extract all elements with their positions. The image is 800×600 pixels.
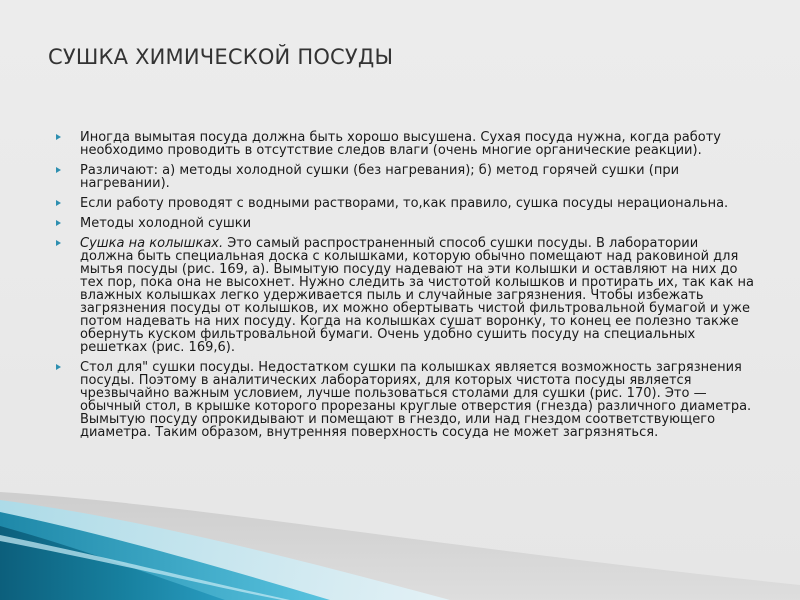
- bullet-text: Это самый распространенный способ сушки посуды. В лаборатории должна быть специальная доска с колышками, которую обычно помещают над раковиной для мытья посуды (рис. 169, а). Вымытую посуду надевают на эти колышки и оставляют на них до тех пор, пока она не высохнет. Нужно следить за чистотой колышков и протирать их, так как на влажных колышках легко удерживается пыль и случайные загрязнения. Чтобы избежать загрязнения посуды от колышков, их можно обертывать чистой фильтровальной бумагой и уже потом надевать на них посуду. Когда на колышках сушат воронку, то конец ее полезно также обернуть куском фильтровальной бумаги. Очень удобно сушить посуду на специальных решетках (рис. 169,6).: [80, 236, 754, 355]
- bullet-text: Если работу проводят с водными растворами, то,как правило, сушка посуды нерациональна.: [80, 196, 729, 211]
- list-item: [54, 361, 754, 439]
- bullet-list: [54, 131, 754, 446]
- list-item: [54, 237, 754, 354]
- list-item: [54, 197, 754, 210]
- list-item: [54, 131, 754, 157]
- triangle-bullet-icon: [56, 220, 61, 226]
- triangle-bullet-icon: [56, 200, 61, 206]
- triangle-bullet-icon: [56, 167, 61, 173]
- triangle-bullet-icon: [56, 134, 61, 140]
- triangle-bullet-icon: [56, 364, 61, 370]
- bullet-text: Иногда вымытая посуда должна быть хорошо высушена. Сухая посуда нужна, когда работу необходимо проводить в отсутствие следов влаги (очень многие органические реакции).: [80, 130, 721, 158]
- bullet-text: Различают: а) методы холодной сушки (без нагревания); б) метод горячей сушки (при нагревании).: [80, 163, 680, 191]
- bullet-emphasis: Сушка на колышках.: [80, 236, 224, 251]
- bullet-text: Методы холодной сушки: [80, 216, 252, 231]
- list-item: [54, 217, 754, 230]
- bullet-text: Стол для" сушки посуды. Недостатком сушки па колышках является возможность загрязнения посуды. Поэтому в аналитических лабораториях, для которых чистота посуды является чрезвычайно важным условием, лучше пользоваться столами для сушки (рис. 170). Это — обычный стол, в крышке которого прорезаны круглые отверстия (гнезда) различного диаметра. Вымытую посуду опрокидывают и помещают в гнездо, или над гнездом соответствующего диаметра. Таким образом, внутренняя поверхность сосуда не может загрязняться.: [80, 360, 752, 440]
- list-item: [54, 164, 754, 190]
- triangle-bullet-icon: [56, 240, 61, 246]
- slide-title: СУШКА ХИМИЧЕСКОЙ ПОСУДЫ: [48, 45, 394, 69]
